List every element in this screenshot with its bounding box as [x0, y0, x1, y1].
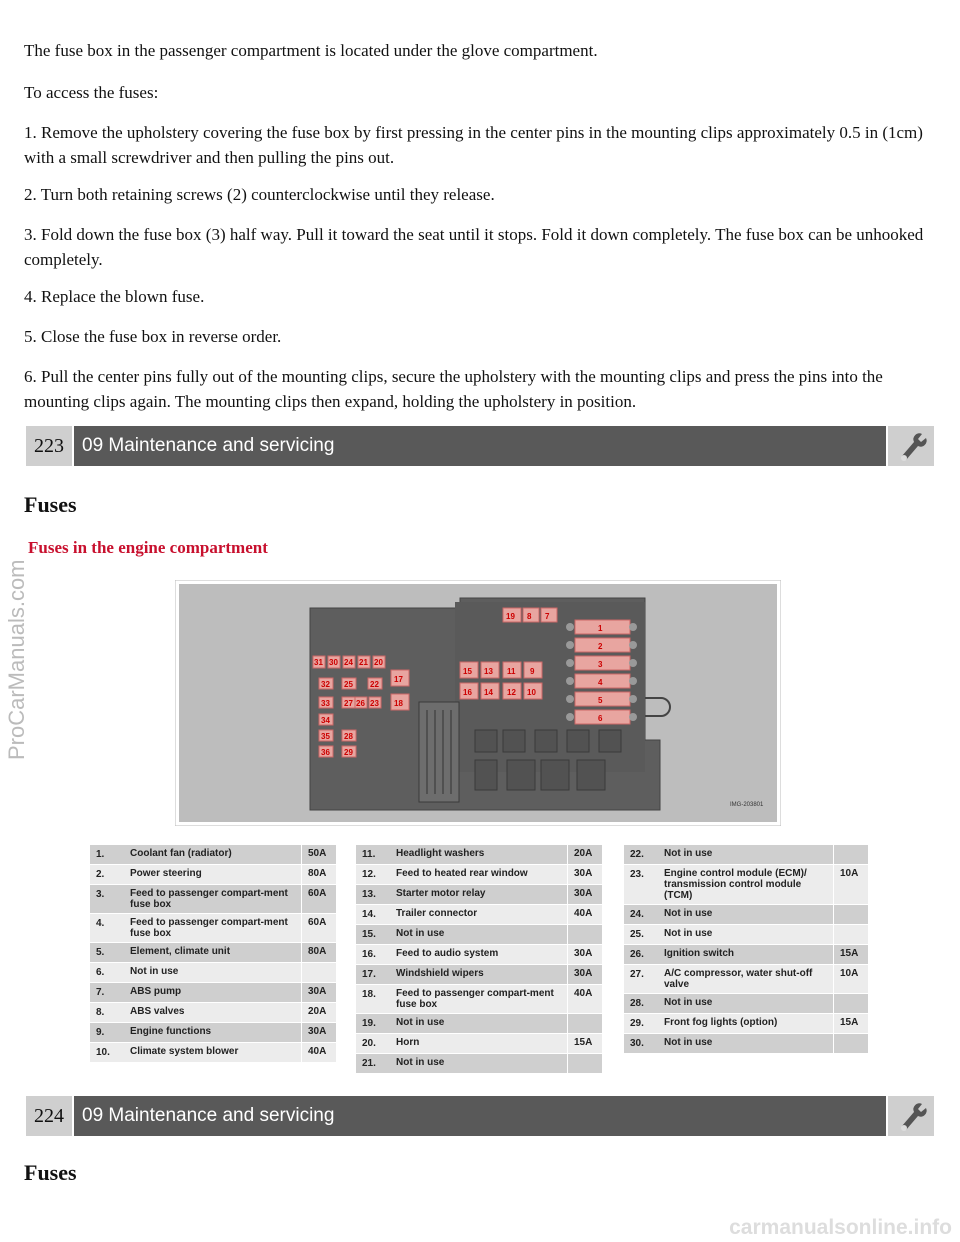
fuse-number: 21.: [362, 1058, 376, 1069]
fuse-number: 13.: [362, 889, 376, 900]
fuse-description: A/C compressor, water shut-off valve: [660, 965, 834, 993]
fuse-description: Power steering: [126, 865, 302, 884]
fuse-amperage: 30A: [574, 948, 593, 959]
fuse-number: 22.: [630, 849, 644, 860]
fuse-description: Not in use: [126, 963, 302, 982]
fuse-description: Not in use: [660, 994, 834, 1013]
svg-text:17: 17: [394, 675, 403, 684]
fuse-amperage: 40A: [308, 1046, 327, 1057]
table-row: [90, 845, 336, 865]
fuse-table-1: [90, 845, 336, 1063]
table-row: [624, 925, 868, 945]
fuse-number: 29.: [630, 1018, 644, 1029]
fuse-number: 24.: [630, 909, 644, 920]
table-row: [90, 1003, 336, 1023]
fuse-amperage: 60A: [308, 888, 327, 899]
section-title: 09 Maintenance and servicing: [74, 426, 886, 466]
fuse-amperage: 30A: [308, 1026, 327, 1037]
svg-text:14: 14: [484, 688, 493, 697]
fuse-amperage: [834, 1034, 868, 1053]
fuse-description: Ignition switch: [660, 945, 834, 964]
table-row: [624, 1014, 868, 1034]
fuse-number: 6.: [96, 967, 105, 978]
fuse-description: Front fog lights (option): [660, 1014, 834, 1033]
svg-text:16: 16: [463, 688, 472, 697]
fuse-number: 23.: [630, 869, 644, 880]
svg-text:23: 23: [370, 699, 379, 708]
fuse-amperage: 60A: [308, 917, 327, 928]
svg-text:31: 31: [314, 658, 323, 667]
table-row: [90, 963, 336, 983]
fuse-description: Trailer connector: [392, 905, 568, 924]
fuse-number: 14.: [362, 909, 376, 920]
table-row: [90, 1023, 336, 1043]
fuse-amperage: 10A: [840, 868, 859, 879]
section-header-bar-2: [26, 1096, 934, 1136]
fuse-amperage: 80A: [308, 946, 327, 957]
fuse-number: 1.: [96, 849, 105, 860]
svg-text:24: 24: [344, 658, 353, 667]
svg-text:32: 32: [321, 680, 330, 689]
fuse-amperage: [834, 925, 868, 944]
table-row: [356, 985, 602, 1014]
fuse-table-2: [356, 845, 602, 1074]
fuse-description: Engine functions: [126, 1023, 302, 1042]
access-heading-paragraph: To access the fuses:: [24, 83, 159, 102]
svg-text:36: 36: [321, 748, 330, 757]
table-row: [356, 925, 602, 945]
fuse-description: Feed to audio system: [392, 945, 568, 964]
svg-text:34: 34: [321, 716, 330, 725]
fuse-description: Feed to heated rear window: [392, 865, 568, 884]
fuse-description: Not in use: [660, 905, 834, 924]
fuse-amperage: [834, 905, 868, 924]
fuse-amperage: 20A: [574, 848, 593, 859]
svg-text:19: 19: [506, 612, 515, 621]
subheading-engine-compartment: Fuses in the engine compartment: [28, 538, 268, 557]
svg-text:13: 13: [484, 667, 493, 676]
fuse-description: Feed to passenger compart-ment fuse box: [126, 914, 302, 942]
fuse-number: 2.: [96, 869, 105, 880]
svg-text:3: 3: [598, 660, 603, 669]
svg-text:5: 5: [598, 696, 603, 705]
fuse-amperage: [568, 1014, 602, 1033]
step-1-paragraph: 1. Remove the upholstery covering the fuse box by first pressing in the center pins in the mounting clips approximately 0.5 in (1cm) with a small screwdriver and then pulling the pins out.: [24, 123, 923, 167]
table-row: [356, 845, 602, 865]
fuse-description: Element, climate unit: [126, 943, 302, 962]
section-header-bar: [26, 426, 934, 466]
fuse-amperage: 40A: [574, 908, 593, 919]
wrench-icon: [888, 1096, 934, 1136]
svg-text:7: 7: [545, 612, 550, 621]
svg-text:12: 12: [507, 688, 516, 697]
svg-text:33: 33: [321, 699, 330, 708]
svg-text:9: 9: [530, 667, 535, 676]
image-code: IMG-203801: [730, 802, 764, 808]
table-row: [90, 943, 336, 963]
fuse-number: 20.: [362, 1038, 376, 1049]
table-row: [356, 945, 602, 965]
svg-text:26: 26: [356, 699, 365, 708]
fuse-description: Not in use: [660, 925, 834, 944]
fuse-number: 5.: [96, 947, 105, 958]
fuse-description: Horn: [392, 1034, 568, 1053]
fuse-amperage: [568, 925, 602, 944]
svg-text:21: 21: [359, 658, 368, 667]
fuse-description: Not in use: [392, 1014, 568, 1033]
fuse-description: Not in use: [660, 845, 834, 864]
fuse-number: 28.: [630, 998, 644, 1009]
fuse-description: Starter motor relay: [392, 885, 568, 904]
fuse-description: ABS pump: [126, 983, 302, 1002]
fuse-number: 16.: [362, 949, 376, 960]
svg-text:27: 27: [344, 699, 353, 708]
step-4-paragraph: 4. Replace the blown fuse.: [24, 287, 205, 306]
page-heading-fuses: Fuses: [24, 492, 77, 517]
fuse-number: 12.: [362, 869, 376, 880]
table-row: [356, 1054, 602, 1074]
table-row: [90, 865, 336, 885]
wrench-icon: [888, 426, 934, 466]
page-number-2: 224: [26, 1096, 72, 1136]
table-row: [356, 905, 602, 925]
svg-text:4: 4: [598, 678, 603, 687]
fuse-amperage: 30A: [574, 868, 593, 879]
fuse-amperage: 40A: [574, 988, 593, 999]
fuse-number: 18.: [362, 989, 376, 1000]
fuse-number: 10.: [96, 1047, 110, 1058]
table-row: [90, 1043, 336, 1063]
fuse-amperage: [834, 845, 868, 864]
page-number: 223: [26, 426, 72, 466]
svg-text:10: 10: [527, 688, 536, 697]
intro-paragraph: The fuse box in the passenger compartment is located under the glove compartment.: [24, 41, 598, 60]
fuse-description: Feed to passenger compart-ment fuse box: [392, 985, 568, 1013]
fuse-description: Headlight washers: [392, 845, 568, 864]
fuse-description: Not in use: [660, 1034, 834, 1053]
fuse-number: 4.: [96, 918, 105, 929]
fuse-amperage: 20A: [308, 1006, 327, 1017]
fuse-number: 15.: [362, 929, 376, 940]
fuse-number: 27.: [630, 969, 644, 980]
fuse-amperage: 10A: [840, 968, 859, 979]
svg-text:15: 15: [463, 667, 472, 676]
fuse-number: 9.: [96, 1027, 105, 1038]
table-row: [624, 994, 868, 1014]
fuse-description: Not in use: [392, 925, 568, 944]
fuse-amperage: [834, 994, 868, 1013]
fuse-amperage: 15A: [574, 1037, 593, 1048]
fuse-number: 19.: [362, 1018, 376, 1029]
step-2-paragraph: 2. Turn both retaining screws (2) counterclockwise until they release.: [24, 185, 495, 204]
fuse-number: 25.: [630, 929, 644, 940]
fuse-amperage: 30A: [574, 968, 593, 979]
svg-text:29: 29: [344, 748, 353, 757]
fuse-description: Climate system blower: [126, 1043, 302, 1062]
table-row: [356, 885, 602, 905]
watermark-bottom: carmanualsonline.info: [729, 1216, 952, 1239]
fuse-number: 17.: [362, 969, 376, 980]
fuse-amperage: 15A: [840, 948, 859, 959]
fuse-number: 26.: [630, 949, 644, 960]
fuse-number: 11.: [362, 849, 376, 860]
table-row: [624, 1034, 868, 1054]
page-heading-fuses-2: Fuses: [24, 1160, 77, 1185]
svg-text:28: 28: [344, 732, 353, 741]
watermark-left: ProCarManuals.com: [4, 559, 29, 760]
fuse-description: Engine control module (ECM)/ transmission control module (TCM): [660, 865, 834, 904]
top-fuse-group: [503, 608, 557, 622]
svg-text:30: 30: [329, 658, 338, 667]
svg-text:11: 11: [507, 667, 516, 676]
step-3-paragraph: 3. Fold down the fuse box (3) half way. Pull it toward the seat until it stops. Fold it down completely. The fuse box can be unhooked completely.: [24, 225, 924, 269]
table-row: [624, 905, 868, 925]
fuse-table-3: [624, 845, 868, 1054]
fuse-number: 7.: [96, 987, 105, 998]
table-row: [356, 1034, 602, 1054]
fuse-amperage: 80A: [308, 868, 327, 879]
section-title-2: 09 Maintenance and servicing: [74, 1096, 886, 1136]
svg-text:8: 8: [527, 612, 532, 621]
fuse-amperage: [568, 1054, 602, 1073]
svg-text:6: 6: [598, 714, 603, 723]
table-row: [356, 965, 602, 985]
fuse-description: Coolant fan (radiator): [126, 845, 302, 864]
fuse-number: 8.: [96, 1007, 105, 1018]
table-row: [624, 945, 868, 965]
table-row: [624, 965, 868, 994]
svg-text:22: 22: [370, 680, 379, 689]
table-row: [356, 1014, 602, 1034]
table-row: [90, 914, 336, 943]
fuse-number: 3.: [96, 889, 105, 900]
fuse-number: 30.: [630, 1038, 644, 1049]
fuse-description: Feed to passenger compart-ment fuse box: [126, 885, 302, 913]
fuse-amperage: 50A: [308, 848, 327, 859]
table-row: [90, 983, 336, 1003]
svg-text:35: 35: [321, 732, 330, 741]
fuse-amperage: 15A: [840, 1017, 859, 1028]
table-row: [356, 865, 602, 885]
step-6-paragraph: 6. Pull the center pins fully out of the mounting clips, secure the upholstery with the mounting clips and press the pins into the mounting clips again. The mounting clips then expand, holding the upholstery in position.: [24, 367, 883, 411]
fuse-amperage: 30A: [574, 888, 593, 899]
fuse-description: ABS valves: [126, 1003, 302, 1022]
step-5-paragraph: 5. Close the fuse box in reverse order.: [24, 327, 282, 346]
fuse-description: Windshield wipers: [392, 965, 568, 984]
table-row: [90, 885, 336, 914]
fuse-description: Not in use: [392, 1054, 568, 1073]
svg-text:2: 2: [598, 642, 603, 651]
svg-text:25: 25: [344, 680, 353, 689]
svg-text:1: 1: [598, 624, 603, 633]
table-row: [624, 865, 868, 905]
fuse-amperage: [302, 963, 336, 982]
svg-text:20: 20: [374, 658, 383, 667]
fuse-amperage: 30A: [308, 986, 327, 997]
svg-text:18: 18: [394, 699, 403, 708]
table-row: [624, 845, 868, 865]
fuse-box-diagram: [175, 580, 781, 826]
